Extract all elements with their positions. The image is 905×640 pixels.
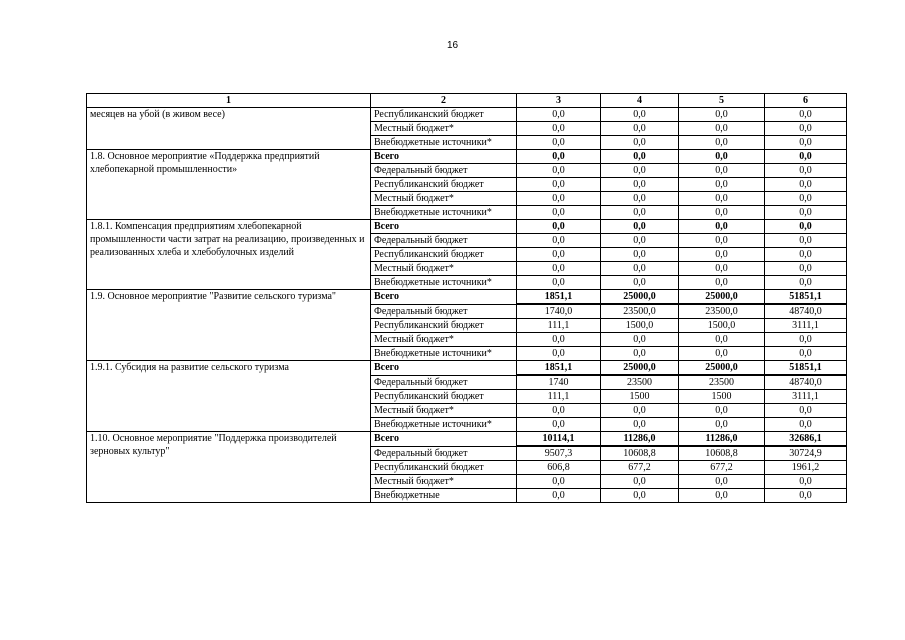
value-cell: 3111,1	[765, 319, 847, 333]
value-cell: 0,0	[765, 234, 847, 248]
value-cell: 0,0	[765, 489, 847, 503]
value-cell: 48740,0	[765, 304, 847, 319]
value-cell: 0,0	[679, 206, 765, 220]
value-cell: 0,0	[517, 489, 601, 503]
value-cell: 0,0	[601, 276, 679, 290]
program-title: месяцев на убой (в живом весе)	[87, 108, 371, 150]
value-cell: 0,0	[765, 262, 847, 276]
value-cell: 0,0	[601, 136, 679, 150]
value-cell: 0,0	[517, 150, 601, 164]
value-cell: 0,0	[679, 262, 765, 276]
value-cell: 10114,1	[517, 432, 601, 447]
funding-source: Республиканский бюджет	[371, 248, 517, 262]
program-title: 1.10. Основное мероприятие "Поддержка производителей зерновых культур"	[87, 432, 371, 503]
value-cell: 0,0	[765, 418, 847, 432]
funding-source: Местный бюджет*	[371, 404, 517, 418]
value-cell: 0,0	[765, 136, 847, 150]
value-cell: 0,0	[765, 220, 847, 234]
value-cell: 0,0	[517, 404, 601, 418]
value-cell: 0,0	[679, 220, 765, 234]
funding-source: Внебюджетные источники*	[371, 418, 517, 432]
funding-source: Федеральный бюджет	[371, 304, 517, 319]
value-cell: 0,0	[679, 122, 765, 136]
funding-source: Внебюджетные источники*	[371, 276, 517, 290]
value-cell: 0,0	[601, 164, 679, 178]
funding-source: Местный бюджет*	[371, 475, 517, 489]
budget-table	[86, 93, 847, 503]
value-cell: 0,0	[601, 347, 679, 361]
value-cell: 0,0	[601, 192, 679, 206]
value-cell: 0,0	[765, 276, 847, 290]
value-cell: 677,2	[601, 461, 679, 475]
value-cell: 0,0	[679, 178, 765, 192]
value-cell: 0,0	[517, 192, 601, 206]
value-cell: 23500	[679, 375, 765, 390]
table-row	[87, 150, 847, 164]
value-cell: 0,0	[517, 276, 601, 290]
value-cell: 0,0	[765, 108, 847, 122]
value-cell: 0,0	[601, 404, 679, 418]
value-cell: 9507,3	[517, 446, 601, 461]
value-cell: 0,0	[601, 418, 679, 432]
value-cell: 0,0	[517, 206, 601, 220]
value-cell: 0,0	[679, 347, 765, 361]
table-row	[87, 432, 847, 447]
value-cell: 23500,0	[679, 304, 765, 319]
col-header: 2	[371, 94, 517, 108]
funding-source: Федеральный бюджет	[371, 234, 517, 248]
funding-source: Местный бюджет*	[371, 333, 517, 347]
value-cell: 0,0	[601, 248, 679, 262]
col-header: 1	[87, 94, 371, 108]
value-cell: 51851,1	[765, 290, 847, 305]
value-cell: 25000,0	[679, 290, 765, 305]
value-cell: 0,0	[517, 220, 601, 234]
table-body	[87, 108, 847, 503]
value-cell: 32686,1	[765, 432, 847, 447]
value-cell: 0,0	[517, 178, 601, 192]
value-cell: 0,0	[679, 489, 765, 503]
value-cell: 0,0	[601, 475, 679, 489]
table-row	[87, 108, 847, 122]
funding-source: Внебюджетные источники*	[371, 347, 517, 361]
value-cell: 0,0	[679, 234, 765, 248]
col-header: 5	[679, 94, 765, 108]
value-cell: 0,0	[765, 206, 847, 220]
value-cell: 0,0	[679, 418, 765, 432]
value-cell: 111,1	[517, 390, 601, 404]
funding-source: Федеральный бюджет	[371, 375, 517, 390]
value-cell: 606,8	[517, 461, 601, 475]
value-cell: 0,0	[601, 108, 679, 122]
value-cell: 0,0	[679, 192, 765, 206]
funding-source: Внебюджетные источники*	[371, 206, 517, 220]
funding-source: Местный бюджет*	[371, 192, 517, 206]
value-cell: 0,0	[601, 220, 679, 234]
value-cell: 0,0	[679, 150, 765, 164]
value-cell: 0,0	[517, 122, 601, 136]
value-cell: 25000,0	[679, 361, 765, 376]
value-cell: 30724,9	[765, 446, 847, 461]
value-cell: 1740,0	[517, 304, 601, 319]
program-title: 1.8. Основное мероприятие «Поддержка предприятий хлебопекарной промышленности»	[87, 150, 371, 220]
value-cell: 0,0	[679, 276, 765, 290]
value-cell: 0,0	[517, 248, 601, 262]
value-cell: 23500	[601, 375, 679, 390]
program-title: 1.8.1. Компенсация предприятиям хлебопекарной промышленности части затрат на реализацию, произведенных и реализованных хлеба и хлебобулочных изделий	[87, 220, 371, 290]
funding-source: Всего	[371, 150, 517, 164]
value-cell: 0,0	[765, 150, 847, 164]
value-cell: 0,0	[517, 234, 601, 248]
program-title: 1.9. Основное мероприятие "Развитие сельского туризма"	[87, 290, 371, 361]
value-cell: 0,0	[601, 234, 679, 248]
value-cell: 677,2	[679, 461, 765, 475]
col-header: 4	[601, 94, 679, 108]
col-header: 3	[517, 94, 601, 108]
value-cell: 10608,8	[601, 446, 679, 461]
value-cell: 0,0	[679, 108, 765, 122]
value-cell: 0,0	[679, 164, 765, 178]
funding-source: Республиканский бюджет	[371, 461, 517, 475]
value-cell: 0,0	[765, 347, 847, 361]
value-cell: 1500	[679, 390, 765, 404]
value-cell: 0,0	[679, 404, 765, 418]
value-cell: 1851,1	[517, 290, 601, 305]
value-cell: 25000,0	[601, 290, 679, 305]
value-cell: 25000,0	[601, 361, 679, 376]
funding-source: Федеральный бюджет	[371, 164, 517, 178]
value-cell: 0,0	[601, 262, 679, 276]
value-cell: 0,0	[517, 136, 601, 150]
value-cell: 0,0	[765, 404, 847, 418]
funding-source: Местный бюджет*	[371, 122, 517, 136]
value-cell: 0,0	[765, 192, 847, 206]
funding-source: Республиканский бюджет	[371, 178, 517, 192]
value-cell: 1961,2	[765, 461, 847, 475]
value-cell: 0,0	[765, 333, 847, 347]
value-cell: 1740	[517, 375, 601, 390]
funding-source: Внебюджетные	[371, 489, 517, 503]
funding-source: Республиканский бюджет	[371, 390, 517, 404]
funding-source: Федеральный бюджет	[371, 446, 517, 461]
funding-source: Всего	[371, 290, 517, 305]
value-cell: 0,0	[679, 333, 765, 347]
value-cell: 23500,0	[601, 304, 679, 319]
value-cell: 0,0	[765, 475, 847, 489]
value-cell: 0,0	[765, 178, 847, 192]
funding-source: Местный бюджет*	[371, 262, 517, 276]
value-cell: 0,0	[601, 206, 679, 220]
value-cell: 0,0	[679, 248, 765, 262]
table-row	[87, 290, 847, 305]
value-cell: 0,0	[601, 122, 679, 136]
value-cell: 0,0	[765, 248, 847, 262]
table-row	[87, 220, 847, 234]
funding-source: Всего	[371, 361, 517, 376]
value-cell: 0,0	[679, 475, 765, 489]
value-cell: 11286,0	[601, 432, 679, 447]
value-cell: 0,0	[765, 164, 847, 178]
funding-source: Республиканский бюджет	[371, 108, 517, 122]
table-row	[87, 361, 847, 376]
value-cell: 1500,0	[679, 319, 765, 333]
value-cell: 111,1	[517, 319, 601, 333]
table-header-row	[87, 94, 847, 108]
value-cell: 0,0	[679, 136, 765, 150]
value-cell: 0,0	[601, 178, 679, 192]
value-cell: 0,0	[517, 418, 601, 432]
value-cell: 0,0	[517, 333, 601, 347]
value-cell: 1851,1	[517, 361, 601, 376]
value-cell: 0,0	[517, 262, 601, 276]
value-cell: 3111,1	[765, 390, 847, 404]
value-cell: 1500,0	[601, 319, 679, 333]
value-cell: 0,0	[517, 108, 601, 122]
value-cell: 48740,0	[765, 375, 847, 390]
value-cell: 1500	[601, 390, 679, 404]
funding-source: Всего	[371, 220, 517, 234]
value-cell: 51851,1	[765, 361, 847, 376]
col-header: 6	[765, 94, 847, 108]
value-cell: 0,0	[517, 475, 601, 489]
funding-source: Всего	[371, 432, 517, 447]
program-title: 1.9.1. Субсидия на развитие сельского туризма	[87, 361, 371, 432]
value-cell: 0,0	[517, 347, 601, 361]
page-number: 16	[446, 40, 459, 51]
funding-source: Республиканский бюджет	[371, 319, 517, 333]
value-cell: 10608,8	[679, 446, 765, 461]
value-cell: 0,0	[601, 489, 679, 503]
funding-source: Внебюджетные источники*	[371, 136, 517, 150]
value-cell: 0,0	[517, 164, 601, 178]
value-cell: 0,0	[601, 150, 679, 164]
value-cell: 0,0	[601, 333, 679, 347]
value-cell: 11286,0	[679, 432, 765, 447]
value-cell: 0,0	[765, 122, 847, 136]
